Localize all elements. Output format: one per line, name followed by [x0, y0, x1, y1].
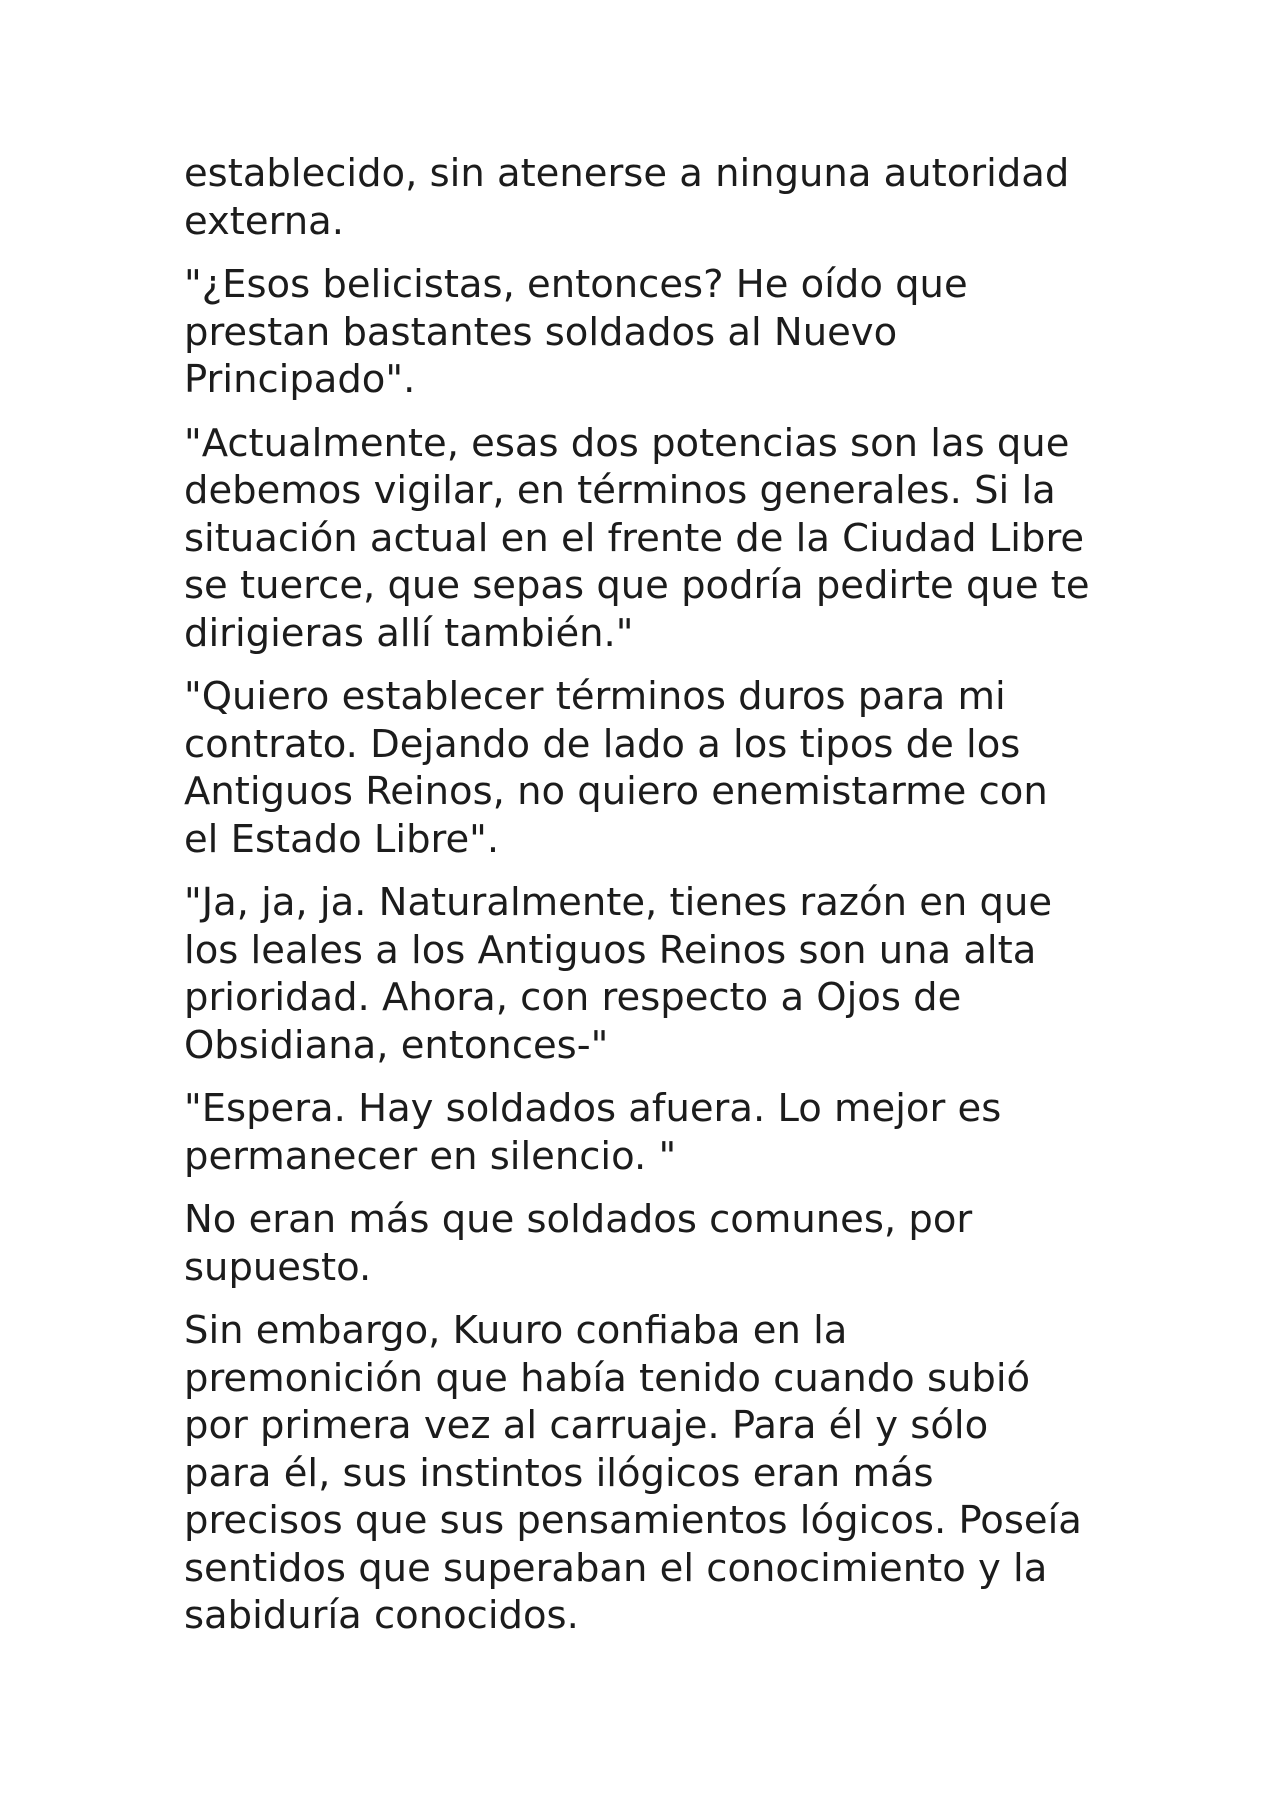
paragraph [184, 1085, 1124, 1180]
document-page [184, 150, 1124, 1656]
text-line: sentidos que superaban el conocimiento y la [184, 1545, 1048, 1591]
text-line: "¿Esos belicistas, entonces? He oído que [184, 262, 968, 307]
text-line: precisos que sus pensamientos lógicos. Poseía [184, 1498, 1082, 1543]
paragraph [184, 150, 1124, 245]
text-line: "Quiero establecer términos duros para mi [184, 674, 1006, 719]
text-line: se tuerce, que sepas que podría pedirte que te [184, 563, 1090, 608]
paragraph [184, 673, 1124, 863]
text-line: Obsidiana, entonces-" [184, 1022, 609, 1068]
text-line: "Actualmente, esas dos potencias son las que [184, 420, 1070, 466]
text-line: establecido, sin atenerse a ninguna autoridad [184, 151, 1070, 196]
paragraph [184, 261, 1124, 404]
paragraph [184, 1196, 1124, 1291]
text-line: sabiduría conocidos. [184, 1593, 579, 1638]
text-line: externa. [184, 198, 344, 244]
text-line: contrato. Dejando de lado a los tipos de los [184, 721, 1021, 767]
text-line: Principado". [184, 357, 416, 402]
text-line: Sin embargo, Kuuro confiaba en la [184, 1308, 848, 1353]
text-line: Antiguos Reinos, no quiero enemistarme con [184, 769, 1048, 814]
paragraph [184, 1307, 1124, 1640]
text-line: el Estado Libre". [184, 816, 500, 862]
text-line: premonición que había tenido cuando subió [184, 1355, 1031, 1401]
text-line: prioridad. Ahora, con respecto a Ojos de [184, 975, 962, 1020]
text-line: permanecer en silencio. " [184, 1133, 677, 1179]
text-line: No eran más que soldados comunes, por [184, 1197, 973, 1242]
text-line: los leales a los Antiguos Reinos son una alta [184, 927, 1037, 973]
text-line: por primera vez al carruaje. Para él y sólo [184, 1403, 989, 1448]
text-line: debemos vigilar, en términos generales. Si la [184, 468, 1056, 513]
text-line: situación actual en el frente de la Ciudad Libre [184, 515, 1085, 561]
paragraph [184, 879, 1124, 1069]
text-line: dirigieras allí también." [184, 610, 634, 656]
text-line: "Espera. Hay soldados afuera. Lo mejor es [184, 1086, 1002, 1131]
text-line: supuesto. [184, 1244, 372, 1290]
paragraph [184, 420, 1124, 658]
text-line: prestan bastantes soldados al Nuevo [184, 309, 898, 355]
text-line: para él, sus instintos ilógicos eran más [184, 1450, 934, 1496]
text-line: "Ja, ja, ja. Naturalmente, tienes razón en que [184, 880, 1053, 925]
